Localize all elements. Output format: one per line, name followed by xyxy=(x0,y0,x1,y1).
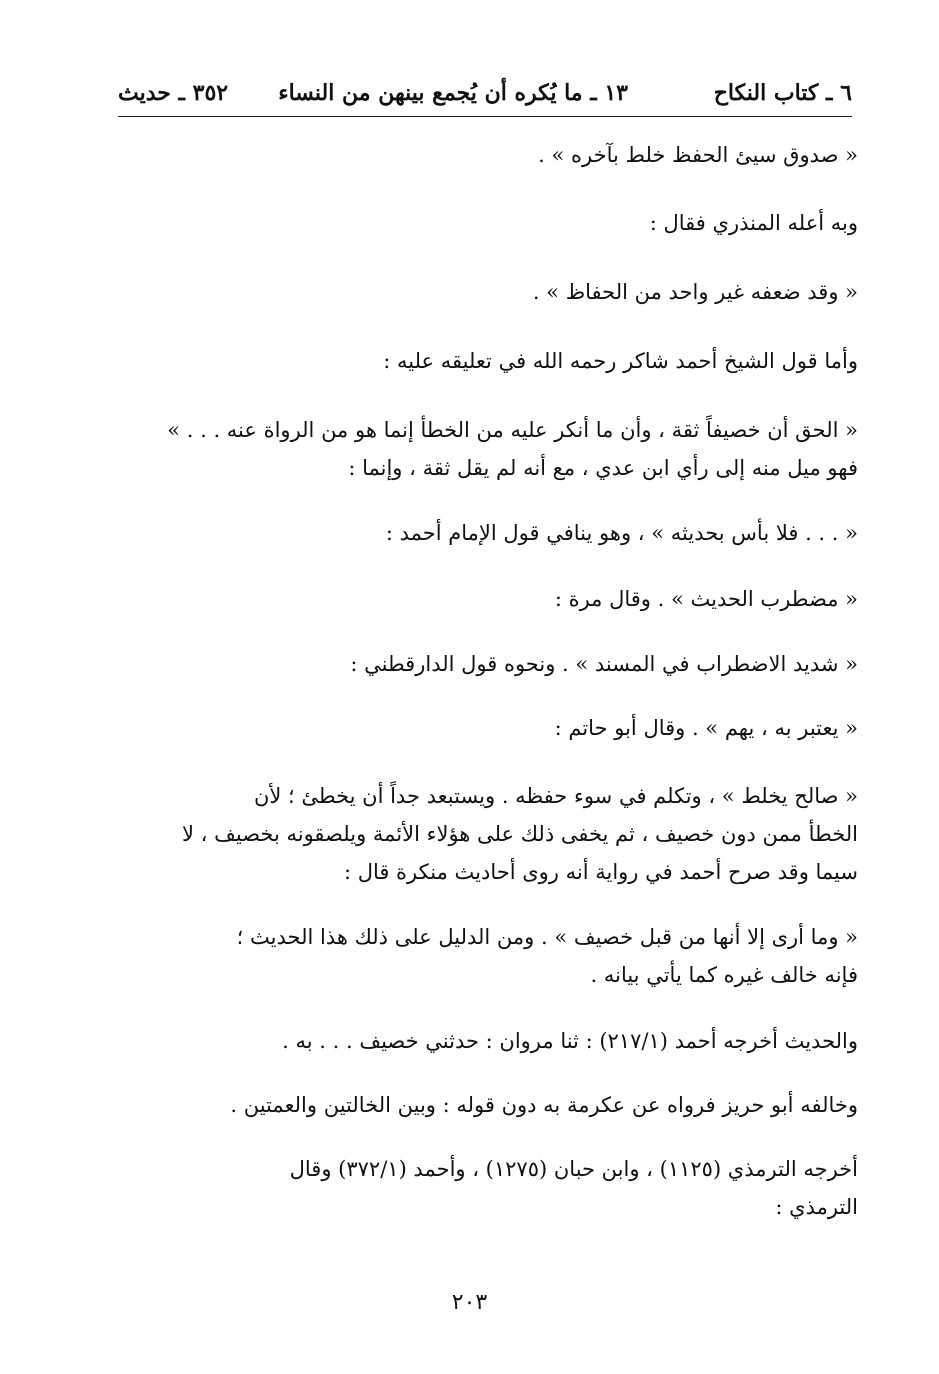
text-line: وأما قول الشيخ أحمد شاكر رحمه الله في تعليقه عليه : xyxy=(383,349,858,373)
text-line: « صالح يخلط » ، وتكلم في سوء حفظه . ويستبعد جداً أن يخطئ ؛ لأن xyxy=(253,784,858,808)
text-line: والحديث أخرجه أحمد (٢١٧/١) : ثنا مروان : حدثني خصيف . . . به . xyxy=(282,1029,858,1053)
text-line: « صدوق سيئ الحفظ خلط بآخره » . xyxy=(538,143,858,167)
text-line: أخرجه الترمذي (١١٢٥) ، وابن حبان (١٢٧٥) ، وأحمد (٣٧٢/١) وقال xyxy=(289,1157,858,1181)
running-header xyxy=(118,70,852,117)
text-line: سيما وقد صرح أحمد في رواية أنه روى أحاديث منكرة قال : xyxy=(343,860,858,884)
text-line: وبه أعله المنذري فقال : xyxy=(649,211,858,235)
section-title: ١٣ ـ ما يُكره أن يُجمع بينهن من النساء xyxy=(278,80,628,106)
page-number: ٢٠٣ xyxy=(451,1290,488,1315)
text-line: « وما أرى إلا أنها من قبل خصيف » . ومن الدليل على ذلك هذا الحديث ؛ xyxy=(236,925,858,949)
text-line: الخطأ ممن دون خصيف ، ثم يخفى ذلك على هؤلاء الأئمة ويلصقونه بخصيف ، لا xyxy=(182,822,858,846)
text-line: وخالفه أبو حريز فرواه عن عكرمة به دون قوله : وبين الخالتين والعمتين . xyxy=(230,1093,858,1117)
page-body xyxy=(110,126,858,1224)
text-line: « الحق أن خصيفاً ثقة ، وأن ما أنكر عليه من الخطأ إنما هو من الرواة عنه . . . » xyxy=(167,418,858,442)
text-line: فهو ميل منه إلى رأي ابن عدي ، مع أنه لم يقل ثقة ، وإنما : xyxy=(348,456,858,480)
text-line: فإنه خالف غيره كما يأتي بيانه . xyxy=(590,963,858,987)
hadith-number: ٣٥٢ ـ حديث xyxy=(118,80,229,106)
text-line: « شديد الاضطراب في المسند » . ونحوه قول الدارقطني : xyxy=(350,652,858,676)
text-line: « مضطرب الحديث » . وقال مرة : xyxy=(554,587,858,611)
text-line: « . . . فلا بأس بحديثه » ، وهو ينافي قول الإمام أحمد : xyxy=(385,521,858,545)
text-line: الترمذي : xyxy=(775,1195,858,1219)
text-line: « وقد ضعفه غير واحد من الحفاظ » . xyxy=(532,280,858,304)
chapter-title: ٦ ـ كتاب النكاح xyxy=(713,80,852,106)
text-line: « يعتبر به ، يهم » . وقال أبو حاتم : xyxy=(554,716,858,740)
